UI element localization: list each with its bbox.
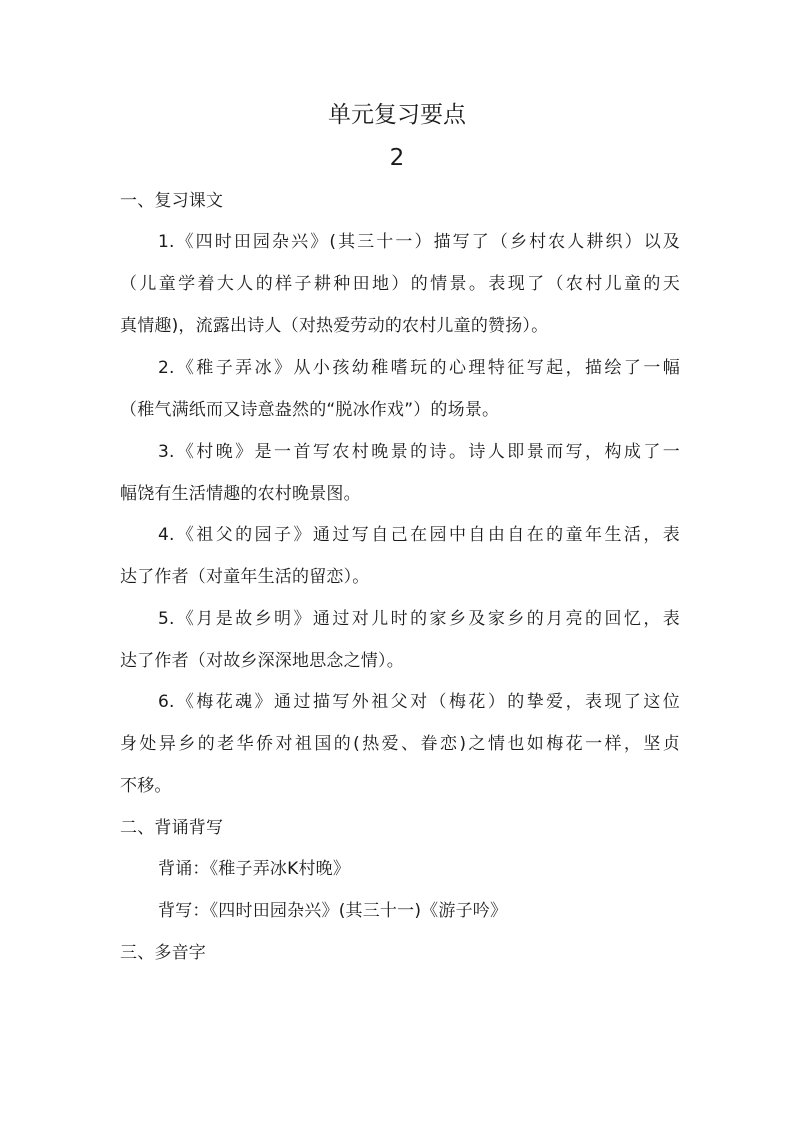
recite-line: 背诵：《稚子弄冰K村晚》 (158, 859, 351, 879)
lesson-1-line-2: （儿童学着大人的样子耕种田地）的情景。表现了（农村儿童的天 (120, 274, 680, 294)
lesson-3-line-1: 3.《村晚》是一首写农村晚景的诗。诗人即景而写，构成了一 (158, 442, 680, 462)
write-line: 背写：《四时田园杂兴》(其三十一)《游子吟》 (158, 901, 508, 921)
lesson-2-line-1: 2.《稚子弄冰》从小孩幼稚嗜玩的心理特征写起，描绘了一幅 (158, 358, 680, 378)
lesson-6-line-2: 身处异乡的老华侨对祖国的(热爱、眷恋)之情也如梅花一样，坚贞 (120, 734, 680, 754)
section-heading-recite: 二、背诵背写 (120, 818, 224, 838)
page-title: 单元复习要点 (328, 102, 466, 128)
lesson-3-line-2: 幅饶有生活情趣的农村晚景图。 (120, 484, 361, 504)
lesson-6-line-1: 6.《梅花魂》通过描写外祖父对（梅花）的挚爱，表现了这位 (158, 692, 680, 712)
lesson-5-line-2: 达了作者（对故乡深深地思念之情）。 (120, 651, 404, 671)
lesson-4-line-1: 4.《祖父的园子》通过写自己在园中自由自在的童年生活，表 (158, 525, 680, 545)
section-heading-review: 一、复习课文 (120, 191, 224, 211)
lesson-1-line-3: 真情趣)，流露出诗人（对热爱劳动的农村儿童的赞扬）。 (120, 316, 549, 336)
lesson-4-line-2: 达了作者（对童年生活的留恋）。 (120, 567, 370, 587)
section-heading-polyphone: 三、多音字 (120, 943, 206, 963)
lesson-1-line-1: 1.《四时田园杂兴》(其三十一）描写了（乡村农人耕织）以及 (158, 232, 680, 252)
lesson-5-line-1: 5.《月是故乡明》通过对儿时的家乡及家乡的月亮的回忆，表 (158, 609, 680, 629)
lesson-2-line-2: （稚气满纸而又诗意盎然的“脱冰作戏”）的场景。 (120, 400, 500, 420)
lesson-6-line-3: 不移。 (120, 776, 172, 796)
page-subtitle: 2 (389, 145, 405, 171)
